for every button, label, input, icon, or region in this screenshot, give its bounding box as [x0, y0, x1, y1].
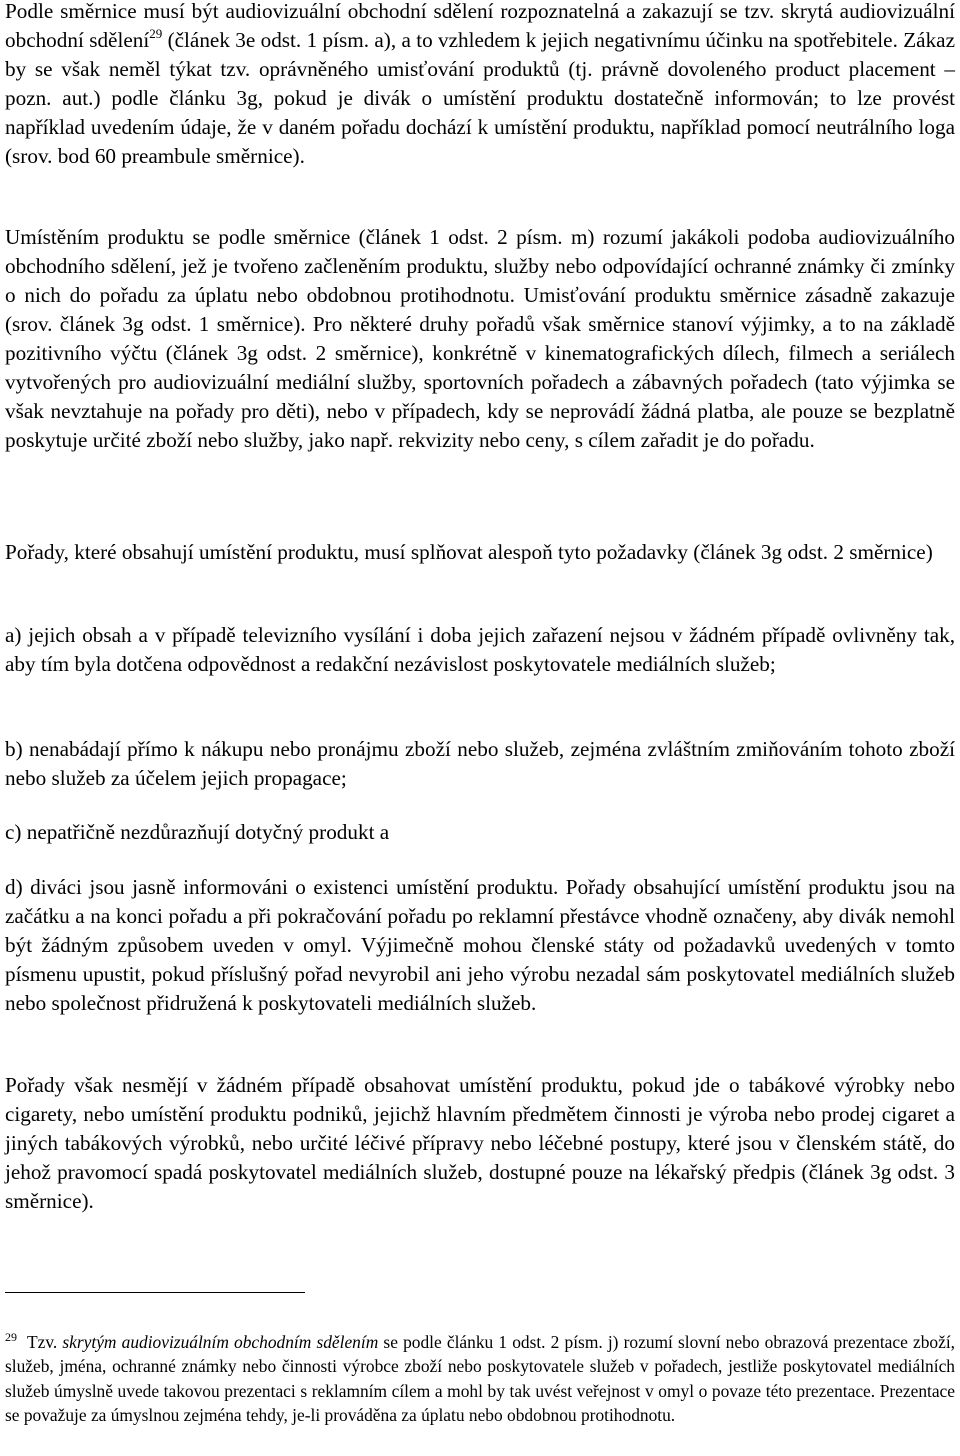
requirement-item-c: c) nepatřičně nezdůrazňují dotyčný produkt a	[5, 820, 390, 844]
paragraph-prohibitions: Pořady však nesmějí v žádném případě obsahovat umístění produktu, pokud jde o tabákové výrobky nebo cigarety, nebo umístění produktu podniků, jejichž hlavním předmětem činnosti je výroba nebo prodej cigaret a jiných tabákových výrobků, nebo určité léčivé přípravy nebo léčebné postupy, které jsou v členském státě, do jehož pravomocí spadá poskytovatel mediálních služeb, dostupné pouze na lékařský předpis (článek 3g odst. 3 směrnice).	[5, 1073, 955, 1213]
footnote-text: se podle článku 1 odst. 2 písm. j) rozumí slovní nebo obrazová prezentace zboží, služeb, jména, ochranné známky nebo činnosti výrobce zboží nebo poskytovatele služeb v pořadech, jestliže poskytovatel mediálních služeb úmyslně uvede takovou prezentaci s reklamním cílem a mohl by tak uvést veřejnost v omyl o povaze této prezentace. Prezentace se považuje za úmyslnou zejména tehdy, je-li prováděna za úplatu nebo obdobnou protihodnotu.	[5, 1332, 955, 1426]
footnote-reference[interactable]: 29	[149, 26, 163, 41]
paragraph-requirements-intro: Pořady, které obsahují umístění produktu, musí splňovat alespoň tyto požadavky (článek 3g odst. 2 směrnice)	[5, 540, 933, 564]
requirement-item-b: b) nenabádají přímo k nákupu nebo pronájmu zboží nebo služeb, zejména zvláštním zmiňováním tohoto zboží nebo služeb za účelem jejich propagace;	[5, 737, 955, 790]
footnote-number: 29	[5, 1330, 17, 1344]
footnote-lead: Tzv.	[27, 1332, 63, 1352]
paragraph-text: Podle směrnice musí být audiovizuální obchodní sdělení rozpoznatelná a zakazují se tzv. skrytá audiovizuální obchodní sdělení	[5, 0, 955, 52]
requirement-item-d: d) diváci jsou jasně informováni o existenci umístění produktu. Pořady obsahující umístění produktu jsou na začátku a na konci pořadu a při pokračování pořadu po reklamní přestávce vhodně označeny, aby divák nemohl být žádným způsobem uveden v omyl. Výjimečně mohou členské státy od požadavků uvedených v tomto písmenu upustit, pokud příslušný pořad nevyrobil ani jeho výrobu nezadal sám poskytovatel mediálních služeb nebo společnost přidružená k poskytovateli mediálních služeb.	[5, 875, 955, 1015]
paragraph-covert-communication	[5, 0, 955, 171]
paragraph-text: (článek 3e odst. 1 písm. a), a to vzhledem k jejich negativnímu účinku na spotřebitele. Zákaz by se však neměl týkat tzv. oprávněného umisťování produktů (tj. právně dovoleného product placement – pozn. aut.) podle článku 3g, pokud je divák o umístění produktu dostatečně informován; to lze provést například uvedením údaje, že v daném pořadu dochází k umístění produktu, například pomocí neutrálního loga (srov. bod 60 preambule směrnice).	[5, 28, 955, 168]
paragraph-product-placement-definition: Umístěním produktu se podle směrnice (článek 1 odst. 2 písm. m) rozumí jakákoli podoba audiovizuálního obchodního sdělení, jež je tvořeno začleněním produktu, služby nebo odpovídající ochranné známky či zmínky o nich do pořadu za úplatu nebo obdobnou protihodnotu. Umisťování produktu směrnice zásadně zakazuje (srov. článek 3g odst. 1 směrnice). Pro některé druhy pořadů však směrnice stanoví výjimky, a to na základě pozitivního výčtu (článek 3g odst. 2 směrnice), konkrétně v kinematografických dílech, filmech a seriálech vytvořených pro audiovizuální mediální služby, sportovních pořadech a zábavných pořadech (tato výjimka se však nevztahuje na pořady pro děti), nebo v případech, kdy se neprovádí žádná platba, ale pouze se bezplatně poskytuje určité zboží nebo služby, jako např. rekvizity nebo ceny, s cílem zařadit je do pořadu.	[5, 225, 955, 452]
footnote-term: skrytým audiovizuálním obchodním sdělením	[62, 1332, 379, 1352]
footnote-separator	[5, 1292, 305, 1293]
requirement-item-a: a) jejich obsah a v případě televizního vysílání i doba jejich zařazení nejsou v žádném případě ovlivněny tak, aby tím byla dotčena odpovědnost a redakční nezávislost poskytovatele mediálních služeb;	[5, 623, 955, 676]
footnote	[5, 1330, 955, 1428]
